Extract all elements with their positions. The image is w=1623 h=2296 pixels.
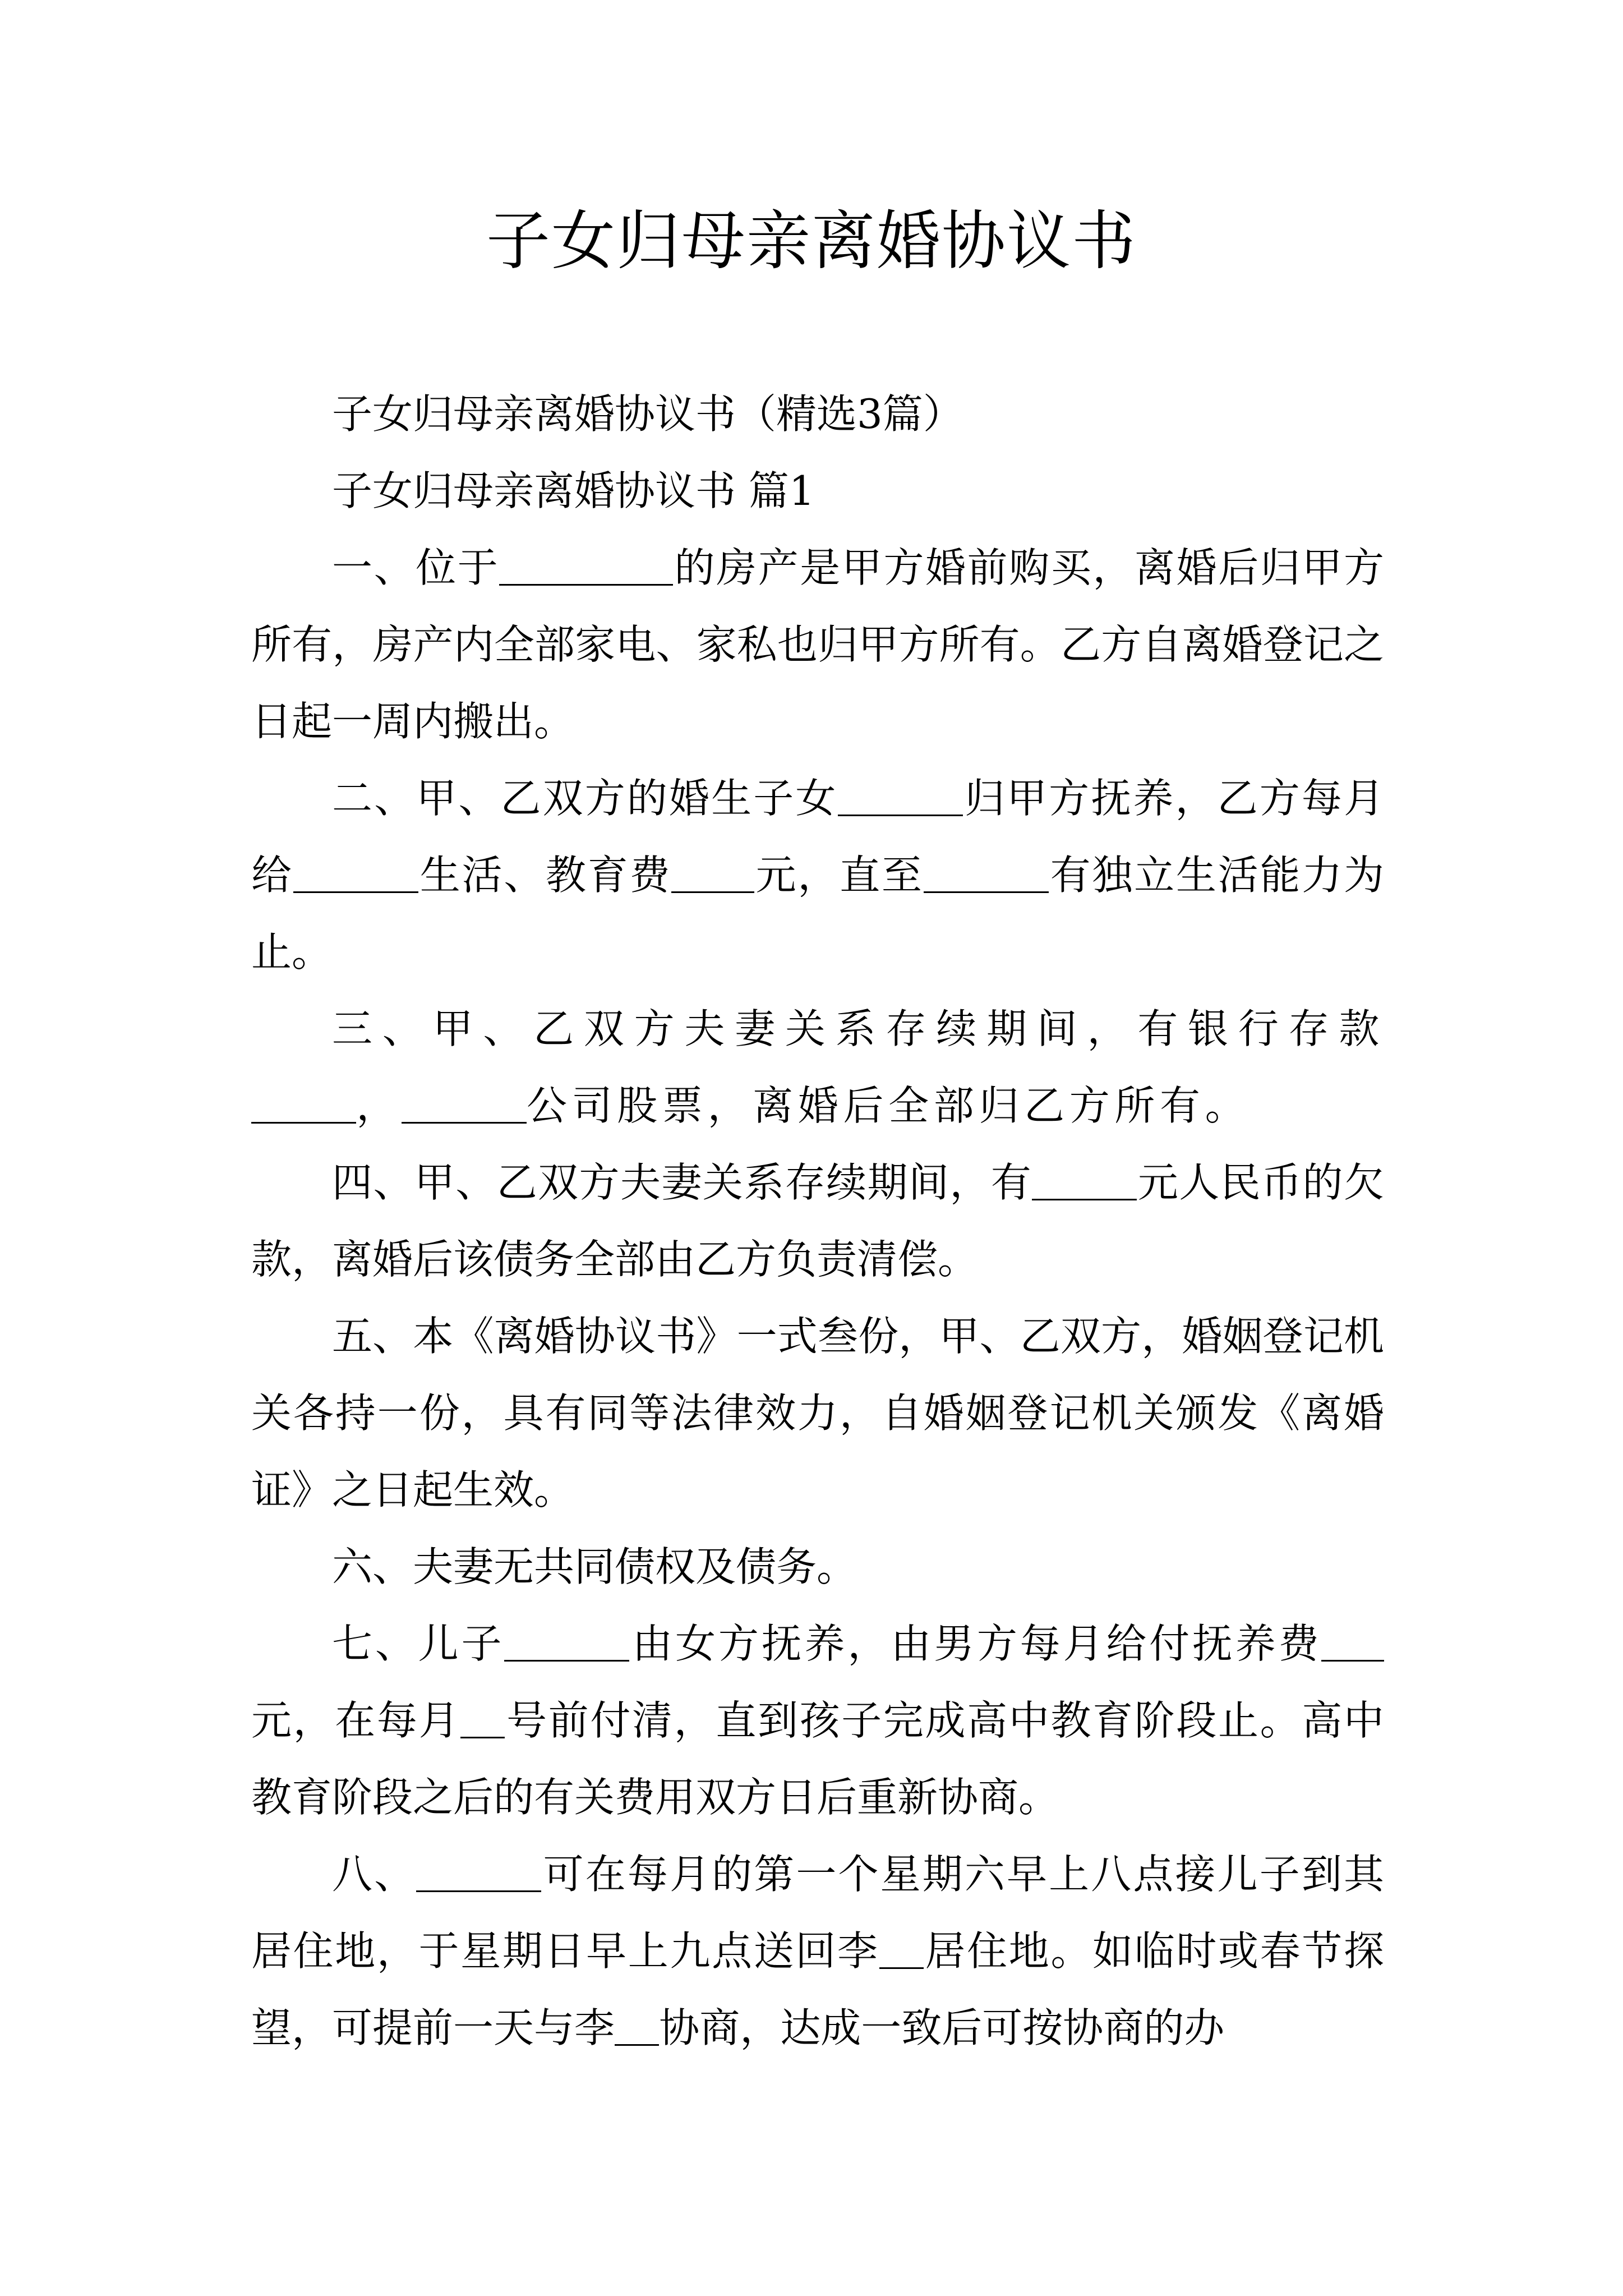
fill-blank (879, 1925, 924, 1970)
clause-text: 协商，达成一致后可按协商的办 (659, 2004, 1225, 2051)
clause-4 (251, 1144, 1384, 1298)
clause-3 (251, 991, 1384, 1144)
clause-2 (251, 760, 1384, 991)
fill-blank (460, 1695, 505, 1739)
fill-blank (1321, 1618, 1384, 1662)
clause-text: 二、甲、乙双方的婚生子女 (332, 775, 838, 822)
clause-text: 四、甲、乙双方夫妻关系存续期间，有 (332, 1159, 1032, 1206)
fill-blank (251, 1080, 356, 1124)
clause-text: 元人民币的欠款，离婚后该债务全部由乙方负责清偿。 (251, 1159, 1384, 1283)
fill-blank (293, 849, 418, 894)
clause-text: 由女方抚养，由男方每月给付抚养费 (629, 1620, 1322, 1667)
fill-blank (504, 1618, 629, 1662)
fill-blank (499, 542, 673, 586)
fill-blank (1032, 1157, 1137, 1201)
fill-blank (924, 849, 1049, 894)
clause-text: 元，直至 (754, 852, 924, 899)
clause-text: 八、 (332, 1851, 417, 1898)
clause-text: 公司股票，离婚后全部归乙方所有。 (527, 1082, 1251, 1129)
clause-text: 元，在每月 (251, 1697, 461, 1744)
clause-7 (251, 1605, 1384, 1836)
clause-6: 六、夫妻无共同债权及债务。 (332, 1543, 857, 1590)
clause-text: 的房产是甲方婚前购买，离婚后归甲方所有，房产内全部家电、家私也归甲方所有。乙方自离婚登记之日起一周内搬出。 (251, 544, 1384, 745)
clause-8 (251, 1836, 1384, 2067)
clause-text: 三、甲、乙双方夫妻关系存续期间，有银行存款 (332, 1005, 1384, 1052)
fill-blank (416, 1848, 541, 1893)
section-heading: 子女归母亲离婚协议书 篇1 (332, 467, 815, 514)
fill-blank (402, 1080, 527, 1124)
clause-text: 七、儿子 (332, 1620, 505, 1667)
clause-text: 生活、教育费 (418, 852, 672, 899)
clause-1 (251, 530, 1384, 760)
document-body (251, 376, 1384, 2067)
document-subtitle: 子女归母亲离婚协议书（精选3篇） (332, 390, 963, 438)
clause-text: 号前付清，直到孩子完成高中教育阶段止。高中教育阶段之后的有关费用双方日后重新协商。 (251, 1697, 1384, 1821)
clause-text: 可在每月的第一个星期六早上八点接儿子到其居住地，于星期日早上九点送回李 (251, 1851, 1384, 1975)
clause-text: 归甲方抚养，乙方每月给 (251, 775, 1384, 899)
fill-blank (838, 772, 963, 817)
clause-text: 居住地。如临时或春节探望，可提前一天与李 (251, 1927, 1384, 2051)
clause-text: 有独立生活能力为止。 (251, 852, 1384, 976)
clause-text: 一、位于 (332, 544, 500, 591)
document-title: 子女归母亲离婚协议书 (486, 204, 1137, 278)
fill-blank (671, 849, 754, 894)
clause-text: ， (356, 1082, 402, 1129)
clause-5: 五、本《离婚协议书》一式叁份，甲、乙双方，婚姻登记机关各持一份，具有同等法律效力，自婚姻登记机关颁发《离婚证》之日起生效。 (251, 1313, 1384, 1513)
fill-blank (615, 2002, 659, 2046)
